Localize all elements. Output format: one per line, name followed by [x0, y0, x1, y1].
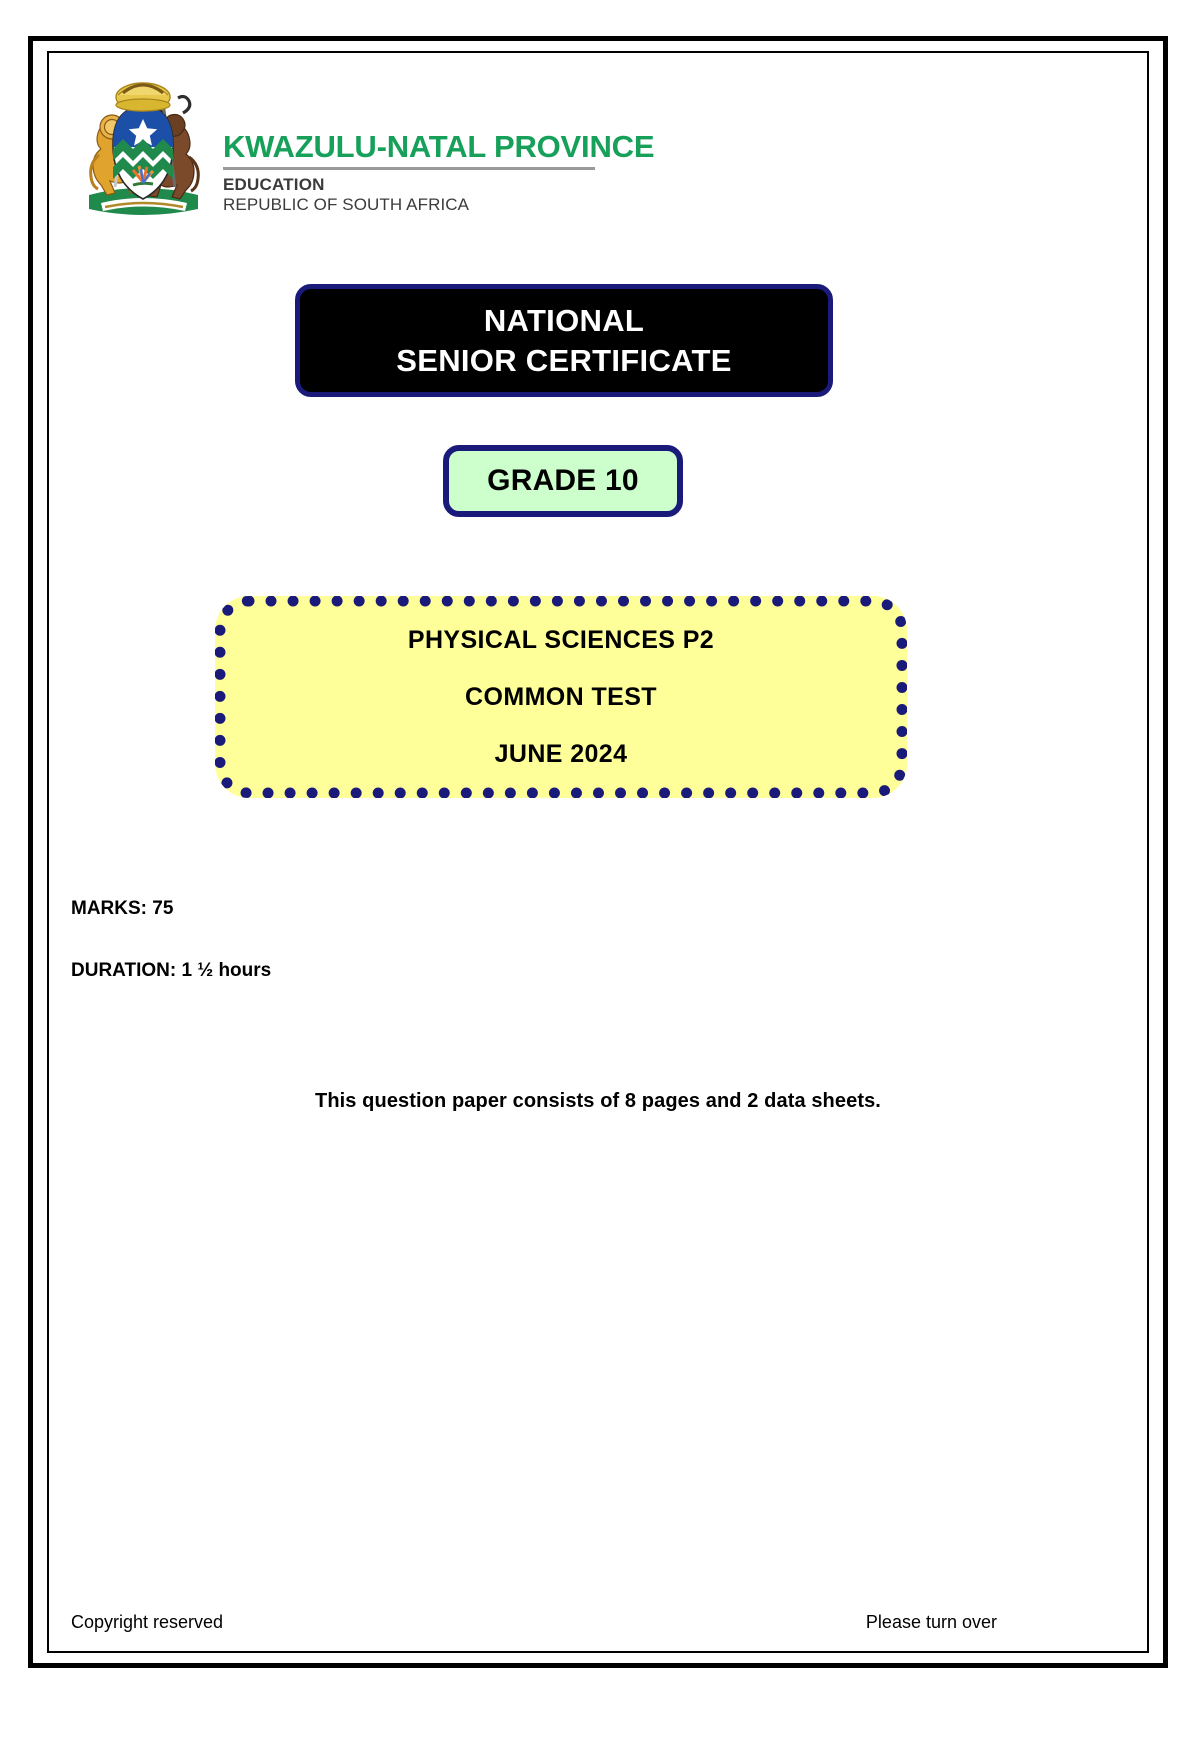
grade-label: GRADE 10: [487, 464, 639, 497]
page-footer: [71, 1612, 1125, 1633]
marks-label: MARKS:: [71, 898, 147, 919]
province-wordmark: [223, 131, 763, 215]
copyright-notice: Copyright reserved: [71, 1612, 224, 1632]
page-outer-border: [28, 36, 1168, 1668]
letterhead: [71, 69, 771, 229]
marks-value: 75: [152, 898, 174, 919]
duration-label: DURATION:: [71, 959, 177, 981]
kwazulu-natal-coat-of-arms-icon: [71, 69, 216, 219]
certificate-line-1: NATIONAL: [483, 302, 645, 338]
province-name: KWAZULU-NATAL PROVINCE: [223, 129, 655, 164]
assessment-type: COMMON TEST: [465, 682, 657, 711]
department-name: EDUCATION: [223, 174, 325, 194]
exam-meta: [71, 898, 771, 1022]
page-content: [49, 53, 1147, 1651]
wordmark-divider: [223, 167, 595, 170]
certificate-line-2: SENIOR CERTIFICATE: [396, 342, 732, 378]
national-senior-certificate-box: [295, 284, 833, 397]
country-name: REPUBLIC OF SOUTH AFRICA: [223, 194, 470, 214]
page-count-statement: This question paper consists of 8 pages and 2 data sheets.: [315, 1090, 881, 1112]
exam-date: JUNE 2024: [494, 739, 628, 768]
turn-over-notice: Please turn over: [865, 1612, 997, 1632]
duration-value: 1 ½ hours: [181, 959, 272, 981]
grade-box: [443, 445, 683, 517]
subject-details-box: [215, 596, 907, 798]
marks-row: [71, 898, 771, 921]
duration-row: [71, 960, 771, 983]
page-inner-border: [47, 51, 1149, 1653]
subject-name: PHYSICAL SCIENCES P2: [407, 625, 715, 654]
